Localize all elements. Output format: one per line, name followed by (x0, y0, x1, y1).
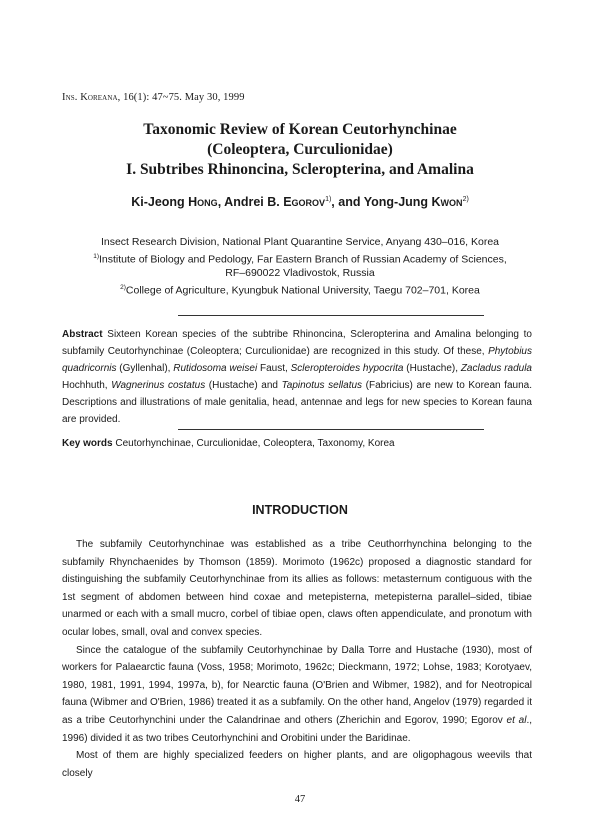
affiliation-line-3: RF–690022 Vladivostok, Russia (225, 266, 375, 279)
species-name: Scleropteroides hypocrita (290, 363, 404, 374)
affiliation-2-mark: 1) (93, 252, 99, 260)
affiliation-4-mark: 2) (120, 283, 126, 291)
author-sep-2: , and (331, 195, 364, 209)
section-heading-introduction: INTRODUCTION (252, 503, 348, 517)
abstract-text: (Hustache) and (205, 380, 282, 391)
affiliation-line-2 (0, 250, 600, 267)
abstract (62, 326, 532, 428)
intro-p2-text: Since the catalogue of the subfamily Ceutorhynchinae by Dalla Torre and Hustache (1930), most of workers for Palaearctic fauna (Voss, 1958; Morimoto, 1962c; Dieckmann, 1972; Lohse, 1983; Korotyaev, 1980, 1981, 1991, 1994, 1997a, b), for Nearctic fauna (O'Brien and Wibmer, 1982), and for Neotropical fauna (Wibmer and O'Brien, 1986) treated it as a subfamily. On the other hand, Angelov (1979) regarded it as a tribe Ceutorhynchini under the Calandrinae and others (Zherichin and Egorov, 1990; Egorov (62, 644, 532, 726)
author-2-first: Andrei B. (224, 195, 284, 209)
species-name: Rutidosoma weisei (173, 363, 258, 374)
abstract-text: (Hustache), (403, 363, 461, 374)
abstract-text: Hochhuth, (62, 380, 112, 391)
divider-bottom (178, 429, 484, 430)
author-2-affil-mark: 1) (325, 195, 332, 203)
author-list (0, 195, 600, 209)
intro-paragraph-3: Most of them are highly specialized feeders on higher plants, and are oligophagous weevils that closely (62, 750, 532, 779)
abstract-text: Faust, (257, 363, 291, 374)
keywords-text: Ceutorhynchinae, Curculionidae, Coleoptera, Taxonomy, Korea (112, 438, 395, 449)
author-3-affil-mark: 2) (462, 195, 469, 203)
journal-citation (62, 92, 245, 103)
divider-top (178, 315, 484, 316)
author-1-first: Ki-Jeong (131, 195, 189, 209)
intro-p2-etal: et al (506, 714, 527, 726)
title-line-1: Taxonomic Review of Korean Ceutorhynchinae (143, 121, 457, 138)
abstract-text: (Gyllenhal), (116, 363, 174, 374)
title-line-3: I. Subtribes Rhinoncina, Scleropterina, and Amalina (126, 161, 474, 178)
paper-title (0, 120, 600, 180)
journal-name: Ins. Koreana (62, 92, 118, 103)
abstract-text: (Fabricius) are new to Korean fauna. Descriptions and illustrations of male genitalia, head, antennae and legs for new species to Korean fauna are provided. (62, 380, 532, 425)
title-line-2: (Coleoptera, Curculionidae) (207, 141, 393, 158)
keywords-label: Key words (62, 438, 113, 449)
affiliation-line-4 (0, 281, 600, 298)
species-name: Phytobius quadricornis (62, 346, 532, 374)
intro-paragraph-1: The subfamily Ceutorhynchinae was established as a tribe Ceuthorrhynchina belonging to the subfamily Rhynchaenides by Thomson (1859). Morimoto (1962c) proposed a diagnostic standard for distinguishing the subfamily Ceutorhynchinae from its allies as follows: metasternum contiguous with the 1st segment of abdomen between hind coxae and metepisterna, metepisterna parallel–sided, tibiae unarmed or each with a small mucro, corbel of tibiae open, claws often appendiculate, and pronotum with ocular lobes, small, oval and convex species. (62, 539, 532, 638)
intro-p2-text-end: ., 1996) divided it as two tribes Ceutorhynchini and Orobitini under the Baridinae. (62, 714, 532, 744)
affiliations (0, 236, 600, 298)
affiliation-4-text: College of Agriculture, Kyungbuk National University, Taegu 702–701, Korea (125, 284, 480, 297)
journal-volume-date: , 16(1): 47~75. May 30, 1999 (117, 92, 245, 103)
abstract-text: Sixteen Korean species of the subtribe Rhinoncina, Scleropterina and Amalina belonging to subfamily Ceutorhynchinae (Coleoptera; Curculionidae) are recognized in this study. Of these, (62, 329, 532, 357)
affiliation-2-text: Institute of Biology and Pedology, Far Eastern Branch of Russian Academy of Sciences, (99, 253, 507, 266)
species-name: Tapinotus sellatus (281, 380, 363, 391)
author-1-last: Hong (188, 195, 218, 209)
abstract-label: Abstract (62, 329, 103, 340)
keywords (62, 438, 532, 449)
affiliation-line-1: Insect Research Division, National Plant Quarantine Service, Anyang 430–016, Korea (100, 236, 500, 248)
introduction-body (62, 536, 532, 782)
author-3-last: Kwon (431, 195, 463, 209)
page-number: 47 (294, 794, 306, 805)
author-2-last: Egorov (283, 195, 326, 209)
author-3-first: Yong-Jung (363, 195, 432, 209)
species-name: Wagnerinus costatus (111, 380, 206, 391)
author-sep-1: , (217, 195, 225, 209)
intro-paragraph-2 (62, 642, 532, 748)
species-name: Zacladus radula (460, 363, 532, 374)
